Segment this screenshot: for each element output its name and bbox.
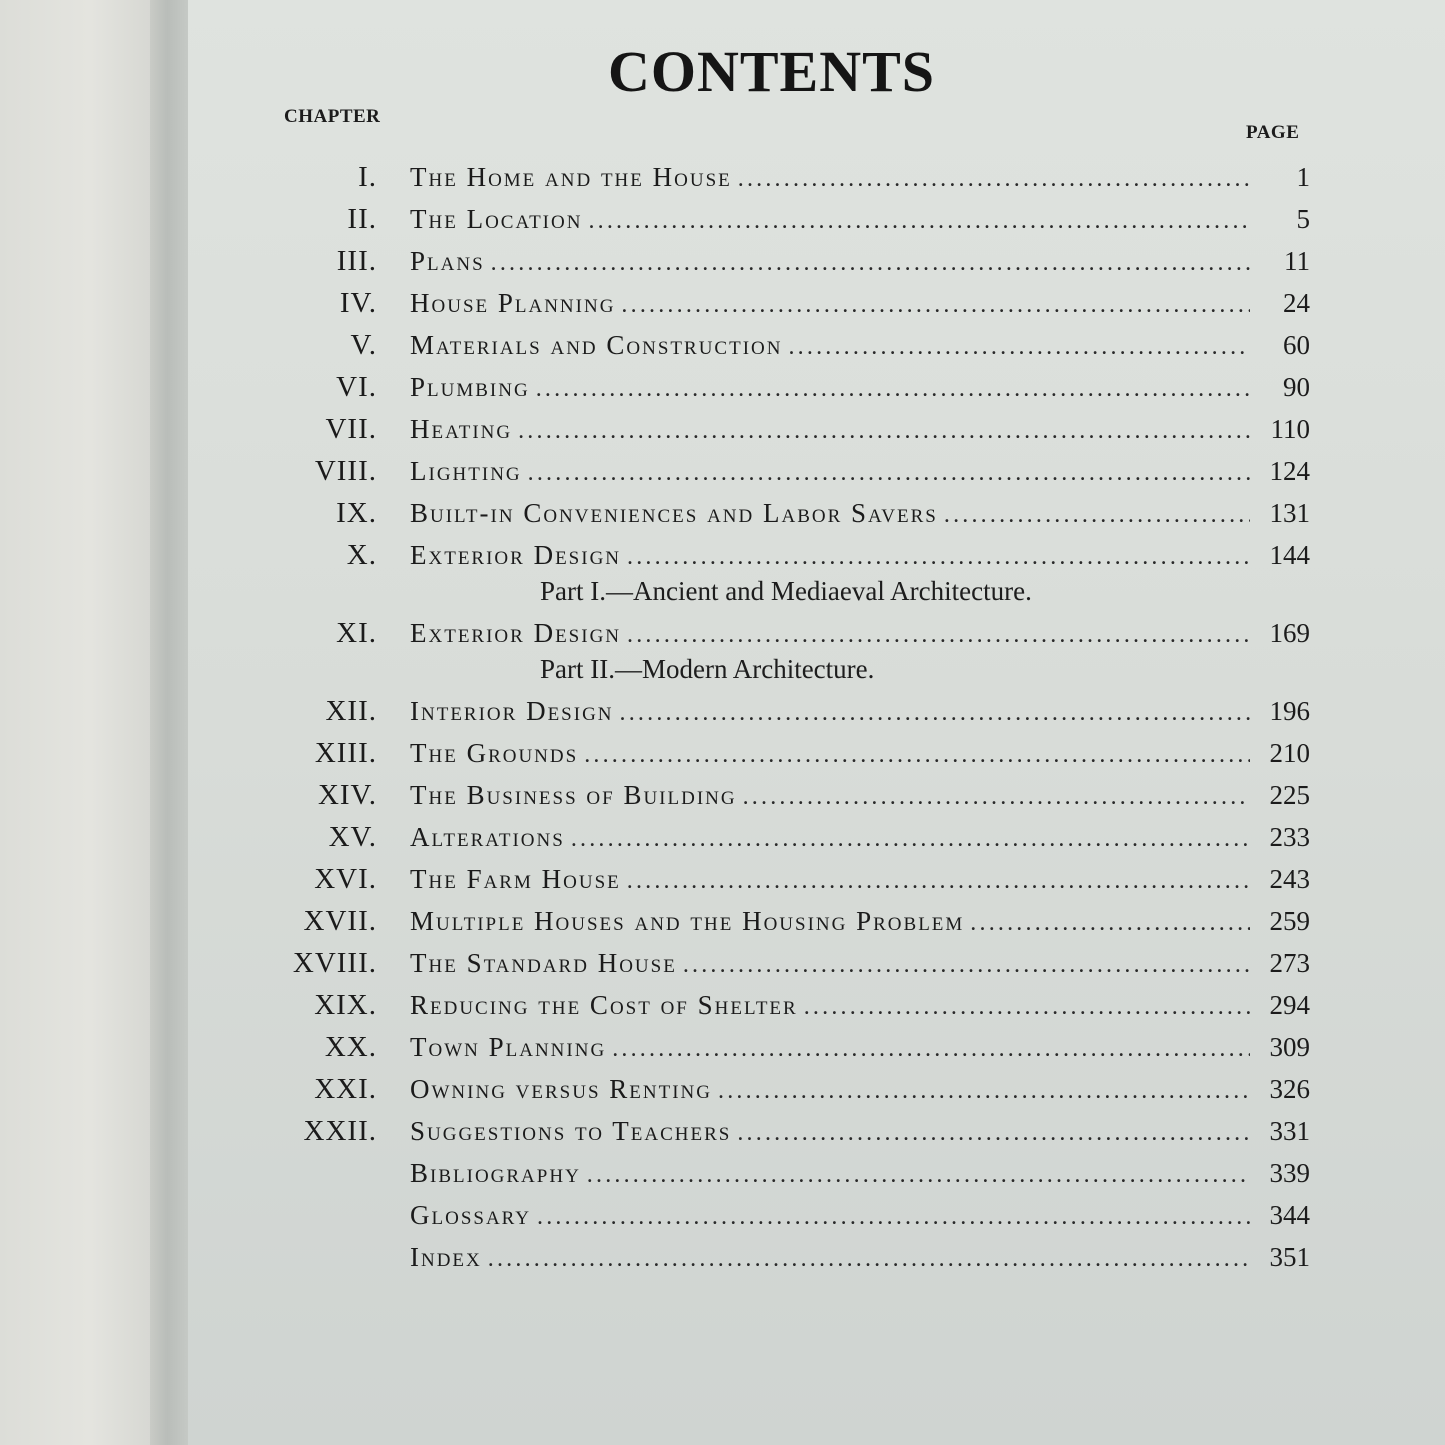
chapter-number: XIX. bbox=[314, 989, 377, 1021]
dot-leader bbox=[677, 945, 1250, 985]
toc-entry bbox=[188, 733, 1445, 773]
facing-page-margin bbox=[0, 0, 150, 1445]
page-number: 24 bbox=[1283, 288, 1310, 318]
entry-leader-line bbox=[410, 283, 1250, 325]
chapter-title: Multiple Houses and the Housing Problem bbox=[410, 906, 965, 936]
page-number: 339 bbox=[1269, 1158, 1310, 1188]
chapter-title: Lighting bbox=[410, 456, 522, 486]
page-column-header: PAGE bbox=[1246, 122, 1300, 143]
chapter-number: XXII. bbox=[303, 1115, 377, 1147]
page-number: 1 bbox=[1296, 162, 1310, 192]
dot-leader bbox=[582, 201, 1250, 241]
chapter-title: The Home and the House bbox=[410, 162, 732, 192]
entry-leader-line bbox=[410, 1027, 1250, 1069]
chapter-title: The Business of Building bbox=[410, 780, 737, 810]
chapter-title: Exterior Design bbox=[410, 618, 622, 648]
chapter-title: Town Planning bbox=[410, 1032, 607, 1062]
chapter-title: Built-in Conveniences and Labor Savers bbox=[410, 498, 938, 528]
entry-leader-line bbox=[410, 199, 1250, 241]
page-number: 11 bbox=[1284, 246, 1310, 276]
chapter-title: The Location bbox=[410, 204, 583, 234]
chapter-column-header: CHAPTER bbox=[284, 106, 381, 127]
toc-entry bbox=[188, 283, 1445, 323]
dot-leader bbox=[621, 861, 1250, 901]
chapter-number: XIII. bbox=[314, 737, 377, 769]
toc-entry bbox=[188, 1237, 1445, 1277]
chapter-number: XVII. bbox=[303, 905, 377, 937]
dot-leader bbox=[565, 819, 1250, 859]
chapter-number: XX. bbox=[324, 1031, 377, 1063]
entry-leader-line bbox=[410, 325, 1250, 367]
page-number: 5 bbox=[1296, 204, 1310, 234]
toc-entry bbox=[188, 493, 1445, 533]
toc-entry bbox=[188, 1069, 1445, 1109]
entry-leader-line bbox=[410, 859, 1250, 901]
toc-entry bbox=[188, 325, 1445, 365]
toc-entry bbox=[188, 1111, 1445, 1151]
chapter-number: XII. bbox=[325, 695, 377, 727]
book-gutter bbox=[150, 0, 188, 1445]
page-number: 196 bbox=[1269, 696, 1310, 726]
chapter-number: IV. bbox=[339, 287, 377, 319]
contents-page bbox=[188, 0, 1445, 1445]
entry-leader-line bbox=[410, 1237, 1250, 1279]
page-number: 90 bbox=[1283, 372, 1310, 402]
toc-entry bbox=[188, 409, 1445, 449]
chapter-number: VII. bbox=[325, 413, 377, 445]
entry-leader-line bbox=[410, 817, 1250, 859]
toc-entry bbox=[188, 367, 1445, 407]
entry-leader-line bbox=[410, 493, 1250, 535]
chapter-number: V. bbox=[350, 329, 377, 361]
chapter-number: X. bbox=[346, 539, 377, 571]
entry-leader-line bbox=[410, 157, 1250, 199]
entry-leader-line bbox=[410, 901, 1250, 943]
toc-entry bbox=[188, 241, 1445, 281]
toc-entry bbox=[188, 1153, 1445, 1193]
dot-leader bbox=[606, 1029, 1250, 1069]
page-number: 210 bbox=[1269, 738, 1310, 768]
dot-leader bbox=[737, 777, 1250, 817]
toc-entry bbox=[188, 691, 1445, 731]
chapter-number: III. bbox=[336, 245, 377, 277]
page-number: 169 bbox=[1269, 618, 1310, 648]
toc-entry bbox=[188, 199, 1445, 239]
page-number: 331 bbox=[1269, 1116, 1310, 1146]
dot-leader bbox=[732, 159, 1250, 199]
chapter-title: Plans bbox=[410, 246, 485, 276]
toc-entry bbox=[188, 1195, 1445, 1235]
dot-leader bbox=[938, 495, 1250, 535]
page-number: 124 bbox=[1269, 456, 1310, 486]
page-title: CONTENTS bbox=[607, 39, 936, 104]
entry-leader-line bbox=[410, 451, 1250, 493]
page-number: 144 bbox=[1269, 540, 1310, 570]
page-number: 243 bbox=[1269, 864, 1310, 894]
page-number: 309 bbox=[1269, 1032, 1310, 1062]
page-number: 259 bbox=[1269, 906, 1310, 936]
dot-leader bbox=[712, 1071, 1250, 1111]
dot-leader bbox=[964, 903, 1250, 943]
chapter-number: IX. bbox=[336, 497, 377, 529]
chapter-title: Interior Design bbox=[410, 696, 614, 726]
chapter-title: Heating bbox=[410, 414, 513, 444]
page-number: 60 bbox=[1283, 330, 1310, 360]
dot-leader bbox=[531, 1197, 1250, 1237]
dot-leader bbox=[798, 987, 1250, 1027]
page-number: 326 bbox=[1269, 1074, 1310, 1104]
chapter-title: The Standard House bbox=[410, 948, 677, 978]
toc-entry bbox=[188, 157, 1445, 197]
chapter-number: XI. bbox=[336, 617, 377, 649]
dot-leader bbox=[581, 1155, 1250, 1195]
entry-leader-line bbox=[410, 691, 1250, 733]
toc-entry bbox=[188, 817, 1445, 857]
chapter-title: Glossary bbox=[410, 1200, 532, 1230]
page-number: 225 bbox=[1269, 780, 1310, 810]
page-number: 294 bbox=[1269, 990, 1310, 1020]
chapter-number: XVI. bbox=[314, 863, 377, 895]
dot-leader bbox=[485, 243, 1250, 283]
toc-entry bbox=[188, 535, 1445, 575]
entry-leader-line bbox=[410, 1153, 1250, 1195]
dot-leader bbox=[578, 735, 1250, 775]
entry-leader-line bbox=[410, 1111, 1250, 1153]
entry-leader-line bbox=[410, 1069, 1250, 1111]
chapter-title: Bibliography bbox=[410, 1158, 581, 1188]
page-number: 110 bbox=[1270, 414, 1310, 444]
dot-leader bbox=[782, 327, 1250, 367]
entry-leader-line bbox=[410, 241, 1250, 283]
entry-leader-line bbox=[410, 733, 1250, 775]
toc-entry bbox=[188, 943, 1445, 983]
page-number: 351 bbox=[1269, 1242, 1310, 1272]
page-number: 273 bbox=[1269, 948, 1310, 978]
chapter-number: XVIII. bbox=[292, 947, 377, 979]
chapter-title: Owning versus Renting bbox=[410, 1074, 712, 1104]
entry-leader-line bbox=[410, 775, 1250, 817]
page-number: 344 bbox=[1269, 1200, 1310, 1230]
entry-leader-line bbox=[410, 943, 1250, 985]
dot-leader bbox=[731, 1113, 1250, 1153]
toc-entry bbox=[188, 775, 1445, 815]
toc-entry bbox=[188, 901, 1445, 941]
chapter-number: VIII. bbox=[314, 455, 377, 487]
chapter-title: Suggestions to Teachers bbox=[410, 1116, 732, 1146]
chapter-number: XXI. bbox=[314, 1073, 377, 1105]
chapter-number: XV. bbox=[328, 821, 377, 853]
dot-leader bbox=[522, 453, 1250, 493]
chapter-title: Materials and Construction bbox=[410, 330, 783, 360]
chapter-title: Reducing the Cost of Shelter bbox=[410, 990, 798, 1020]
page-number: 233 bbox=[1269, 822, 1310, 852]
chapter-title: Plumbing bbox=[410, 372, 530, 402]
chapter-title: Exterior Design bbox=[410, 540, 622, 570]
dot-leader bbox=[482, 1239, 1250, 1279]
chapter-title: The Grounds bbox=[410, 738, 579, 768]
chapter-number: I. bbox=[358, 161, 377, 193]
entry-leader-line bbox=[410, 409, 1250, 451]
chapter-title: Index bbox=[410, 1242, 482, 1272]
chapter-title: House Planning bbox=[410, 288, 616, 318]
dot-leader bbox=[614, 693, 1250, 733]
toc-entry bbox=[188, 985, 1445, 1025]
toc-entry bbox=[188, 613, 1445, 653]
dot-leader bbox=[615, 285, 1250, 325]
chapter-subtitle: Part II.—Modern Architecture. bbox=[540, 654, 875, 684]
chapter-title: Alterations bbox=[410, 822, 565, 852]
dot-leader bbox=[530, 369, 1250, 409]
chapter-number: VI. bbox=[336, 371, 377, 403]
page-number: 131 bbox=[1269, 498, 1310, 528]
chapter-subtitle: Part I.—Ancient and Mediaeval Architecture. bbox=[540, 576, 1032, 606]
dot-leader bbox=[512, 411, 1250, 451]
chapter-number: XIV. bbox=[317, 779, 377, 811]
entry-leader-line bbox=[410, 1195, 1250, 1237]
toc-entry bbox=[188, 451, 1445, 491]
entry-leader-line bbox=[410, 367, 1250, 409]
entry-leader-line bbox=[410, 985, 1250, 1027]
toc-entry bbox=[188, 1027, 1445, 1067]
chapter-title: The Farm House bbox=[410, 864, 621, 894]
toc-entry bbox=[188, 859, 1445, 899]
chapter-number: II. bbox=[347, 203, 377, 235]
